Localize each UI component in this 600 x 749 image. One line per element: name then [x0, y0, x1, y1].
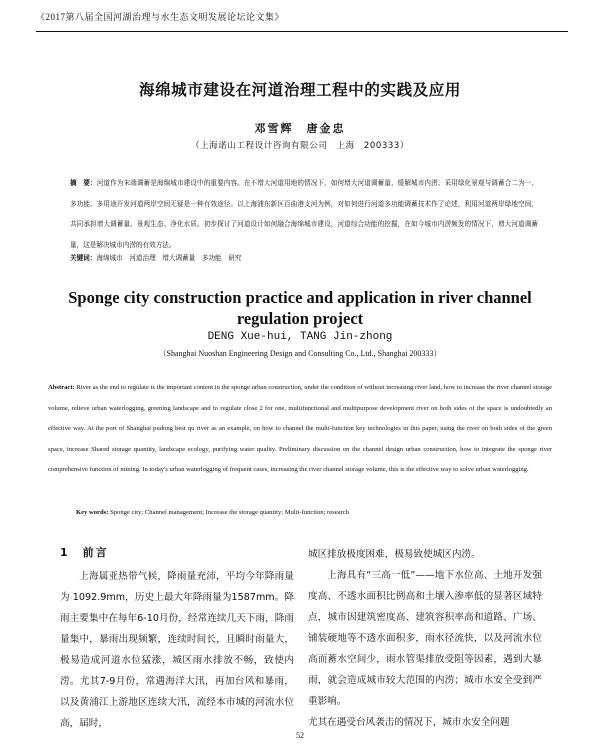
keywords-cn-label: 关键词： — [70, 254, 97, 262]
keywords-cn — [70, 252, 538, 262]
keywords-cn-text: 海绵城市 河道治理 增大调蓄量 多功能 研究 — [96, 254, 242, 262]
abstract-cn-text: 河道作为末端调蓄是海绵城市建设中的重要内容。在不增大河道用地的情况下，如何增大河道调蓄量、缓解城市内涝、采用绿化景观与调蓄合二为一、多功能、多用途开发河道两岸空间无疑是一种有效途径。以上海浦东新区百曲港支河为例，对如何进行河道多功能调蓄技术作了论述，利用河道两岸绿地空间，共同承担增大调蓄量、景观生态、净化水质。初步探讨了河道设计如何融合海绵城市建设，河道综合功能的挖掘，在如今城市内涝频发的情况下，增大河道调蓄量，这是解决城市内涝的有效方法。 — [70, 179, 538, 249]
body-column-right — [308, 544, 542, 733]
affiliation-cn: （上海诺山工程设计咨询有限公司 上海 200333） — [190, 141, 410, 151]
keywords-en-label: Key words: — [76, 509, 109, 516]
authors-cn: 邓雪辉 唐金忠 — [254, 122, 346, 135]
title-cn: 海绵城市建设在河道治理工程中的实践及应用 — [138, 81, 461, 99]
authors-en: DENG Xue-hui, TANG Jin-zhong — [207, 331, 393, 343]
body-paragraph-tail: 尤其在遇受台风袭击的情况下，城市水安全问题 — [308, 717, 510, 728]
keywords-en-text: Sponge city; Channel management; Increase the storage quantity; Multi-function; research — [108, 509, 350, 516]
abstract-en — [48, 378, 552, 481]
affiliation-en: （Shanghai Nuoshan Engineering Design and Consulting Co., Ltd., Shanghai 200333） — [158, 349, 442, 358]
keywords-en — [76, 509, 536, 516]
running-head: 《2017第八届全国河湖治理与水生态文明发展论坛论文集》 — [36, 12, 285, 22]
section-heading: 1 前言 — [60, 546, 109, 559]
body-paragraph: 上海具有“三高一低”——地下水位高、土地开发强度高、不透水面积比例高和土壤入渗率低的显著区域特点，城市因建筑密度高、建筑容积率高和道路、广场、铺装硬地等不透水面积多，雨水径流快，以及河流水位高而蓄水空间少，雨水管渠排放受阻等因素，遇到大暴雨，就会造成城市较大范围的内涝；城市水安全受到严重影响。 — [308, 570, 542, 707]
title-en: Sponge city construction practice and application in river channel regulation project — [68, 288, 532, 328]
abstract-en-text: River as the end to regulate is the important content in the sponge urban construction, under the condition of without increasing river land, how to increase the river channel storage volume, relieve urban waterlogging, greening landscape and to regulate close 2 for one, multifunctional and multipurpose development river on both sides of the space is undoubtedly an effective way. At the port of Shanghai pudong best qu river as an example, on how to channel the multi-function key technologies in this paper, using the river on both sides of the green space, increase Shared storage quantity, landscape ecology, purifying water quality. Preliminary discussion on the channel design urban construction, how to integrate the sponge river comprehensive function of mining. In today's urban waterlogging of frequent cases, increasing the river channel storage volume, this is the effective way to solve urban waterlogging. — [48, 384, 552, 473]
body-paragraph-continued: 城区排放极度困难，极易致使城区内涝。 — [308, 549, 481, 560]
abstract-cn — [70, 173, 538, 255]
header-rule — [36, 31, 568, 32]
body-column-left — [60, 544, 294, 734]
page-number: 52 — [296, 731, 304, 740]
abstract-en-label: Abstract: — [48, 384, 75, 391]
body-paragraph: 上海属亚热带气候，降雨量充沛，平均今年降雨量为 1092.9mm，历史上最大年降雨量为1587mm。降雨主要集中在每年6-10月份，经常连续几天下雨，降雨量集中，暴雨出现频繁，连续时间长，且瞬时雨量大，极易造成河道水位猛涨，城区雨水排放不畅，致使内涝。尤其7-9月份，常遇海洋大汛，再加台风和暴雨，以及黄浦江上游地区连续大汛，流经本市城的河流水位高，届时， — [60, 571, 294, 729]
abstract-cn-label: 摘 要： — [70, 179, 97, 187]
